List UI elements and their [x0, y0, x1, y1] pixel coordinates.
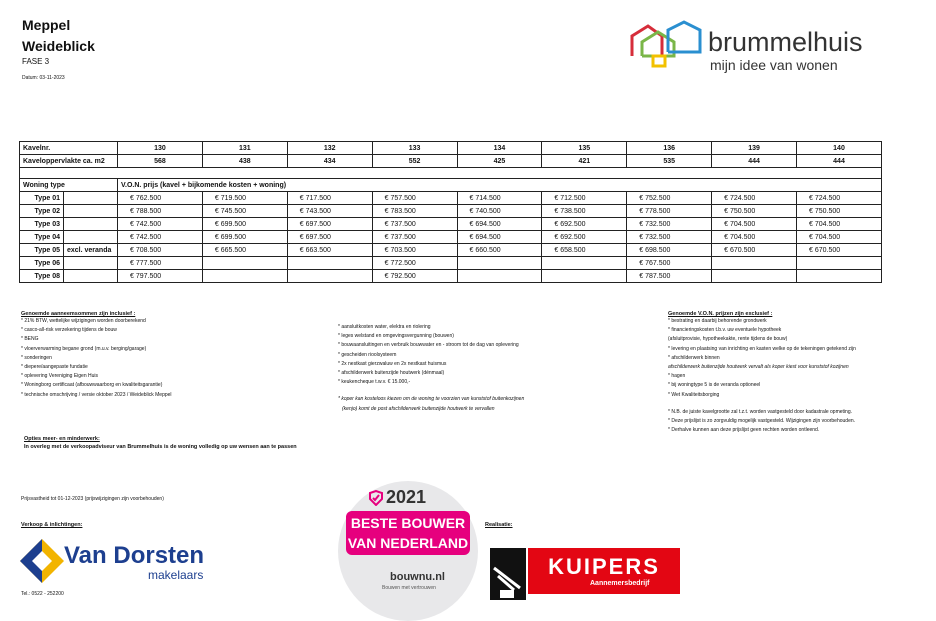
price-cell: € 704.500 [712, 231, 797, 244]
award-badge [338, 481, 478, 600]
woning-note-cell [64, 257, 118, 270]
price-cell [797, 257, 882, 270]
list-item: * bestrating en daarbij behorende grondwerk [668, 318, 767, 324]
price-cell [542, 270, 627, 283]
price-cell: € 738.500 [542, 205, 627, 218]
woning-type-cell: Type 01 [20, 192, 64, 205]
opties-text: In overleg met de verkoopadviseur van Brummelhuis is de woning volledig op uw wensen aan te passen [24, 444, 297, 450]
kavel-cell: 131 [202, 142, 287, 155]
price-cell [712, 270, 797, 283]
price-cell: € 670.500 [712, 244, 797, 257]
award-site: bouwnu.nl [390, 571, 445, 583]
price-cell: € 737.500 [372, 218, 457, 231]
price-row [20, 257, 882, 270]
middle-list [338, 323, 524, 387]
price-cell [287, 257, 372, 270]
price-cell: € 752.500 [627, 192, 712, 205]
list-item: * afschilderwerk buitenzijde houtwerk (dénmaal) [338, 370, 445, 377]
award-line1: BESTE BOUWER [350, 515, 466, 531]
woning-note-cell [64, 205, 118, 218]
price-cell: € 665.500 [202, 244, 287, 257]
list-item: * sonderingen [21, 354, 52, 361]
brummelhuis-tagline: mijn idee van wonen [710, 57, 838, 73]
woning-note-cell [64, 218, 118, 231]
list-item: * 2x nestkast gierzwaluw en 2x nestkast huismus [338, 360, 447, 367]
price-cell: € 742.500 [118, 231, 203, 244]
price-cell: € 660.500 [457, 244, 542, 257]
price-cell: € 732.500 [627, 231, 712, 244]
kuipers-logo [528, 548, 680, 594]
price-cell: € 719.500 [202, 192, 287, 205]
area-cell: 444 [712, 155, 797, 168]
price-cell: € 699.500 [202, 218, 287, 231]
price-cell: € 670.500 [797, 244, 882, 257]
price-cell: € 724.500 [797, 192, 882, 205]
list-item: * technische omschrijving / versie oktober 2023 / Weideblick Meppel [21, 391, 172, 398]
woning-note-cell [64, 270, 118, 283]
woning-type-cell: Type 06 [20, 257, 64, 270]
price-cell [457, 270, 542, 283]
price-cell: € 788.500 [118, 205, 203, 218]
price-row [20, 192, 882, 205]
price-cell: € 792.500 [372, 270, 457, 283]
phone-label: Tel.: 0522 - 252200 [21, 591, 64, 597]
list-item: * Wet Kwaliteitsborging [668, 391, 720, 398]
kavel-cell: 136 [627, 142, 712, 155]
exclusief-notes [668, 408, 856, 436]
price-cell: € 743.500 [287, 205, 372, 218]
list-item: * keukencheque t.w.v. € 15.000,- [338, 379, 411, 386]
price-cell: € 703.500 [372, 244, 457, 257]
price-cell: € 697.500 [287, 231, 372, 244]
price-cell [202, 270, 287, 283]
woning-type-cell: Type 05 [20, 244, 64, 257]
list-item: * Woningborg certificaat (afbouwwaarborg en kwaliteitsgarantie) [21, 382, 163, 389]
von-label: V.O.N. prijs (kavel + bijkomende kosten + woning) [118, 179, 882, 192]
brummelhuis-house-icon [628, 20, 706, 72]
price-cell: € 783.500 [372, 205, 457, 218]
price-cell: € 697.500 [287, 218, 372, 231]
price-cell: € 757.500 [372, 192, 457, 205]
date-label: Datum: 03-11-2023 [22, 75, 65, 81]
list-item: * BENG [21, 336, 39, 343]
list-item: * Derhalve kunnen aan deze prijslijst geen rechten worden ontleend. [668, 427, 820, 434]
kavel-cell: 135 [542, 142, 627, 155]
price-cell: € 712.500 [542, 192, 627, 205]
award-check-icon [368, 490, 384, 506]
middle-note: (kenjo) komt de post afschilderwerk buitenzijde houtwerk te vervallen [342, 405, 495, 412]
woning-type-cell: Type 03 [20, 218, 64, 231]
inclusief-title: Genoemde aanneemsommen zijn inclusief : [21, 311, 136, 317]
phase-label: FASE 3 [22, 57, 50, 66]
price-cell: € 777.500 [118, 257, 203, 270]
price-cell: € 787.500 [627, 270, 712, 283]
price-cell [712, 257, 797, 270]
price-row [20, 270, 882, 283]
price-cell: € 750.500 [712, 205, 797, 218]
list-item: * aansluitkosten water, elektra en riolering [338, 324, 431, 330]
exclusief-list [668, 317, 856, 400]
award-tag: Bouwen met vertrouwen [382, 585, 436, 591]
woning-type-cell: Type 04 [20, 231, 64, 244]
list-item: * oplevering Vereniging Eigen Huis [21, 373, 98, 380]
validity-text: Prijsvastheid tot 01-12-2023 (prijswijzigingen zijn voorbehouden) [21, 496, 164, 502]
kuipers-crane-icon [490, 548, 526, 600]
area-row [20, 155, 882, 168]
price-cell [287, 270, 372, 283]
spacer-row [20, 168, 882, 179]
price-cell: € 797.500 [118, 270, 203, 283]
opties-block [24, 436, 297, 450]
kuipers-name: KUIPERS [548, 554, 660, 579]
price-cell: € 732.500 [627, 218, 712, 231]
price-cell: € 745.500 [202, 205, 287, 218]
price-cell: € 772.500 [372, 257, 457, 270]
price-cell [542, 257, 627, 270]
price-cell: € 762.500 [118, 192, 203, 205]
vandorsten-logo [18, 535, 208, 587]
kavel-label: Kavelnr. [20, 142, 118, 155]
price-cell: € 740.500 [457, 205, 542, 218]
area-cell: 425 [457, 155, 542, 168]
list-item: * gescheiden rioolsysteem [338, 351, 397, 358]
price-cell: € 778.500 [627, 205, 712, 218]
list-item: * Deze prijslijst is zo zorgvuldig mogelijk vastgesteld. Wijzigingen zijn voorbehouden. [668, 418, 856, 425]
exclusief-block [668, 311, 856, 435]
list-item: * N.B. de juiste kavelgrootte zal t.z.t. worden vastgesteld door kadastrale opmeting. [668, 408, 852, 415]
area-cell: 552 [372, 155, 457, 168]
inclusief-block [21, 311, 172, 400]
list-item: * vloerverwarming begane grond (m.u.v. berging/garage) [21, 345, 147, 352]
list-item: * bouwaansluitingen en verbruik bouwwater en - stroom tot de dag van oplevering [338, 342, 519, 349]
area-label: Kaveloppervlakte ca. m2 [20, 155, 118, 168]
price-cell: € 750.500 [797, 205, 882, 218]
area-cell: 535 [627, 155, 712, 168]
price-row [20, 205, 882, 218]
award-year: 2021 [386, 487, 427, 507]
kavel-cell: 130 [118, 142, 203, 155]
kavel-cell: 133 [372, 142, 457, 155]
list-item: * diepere/aangepaste fundatie [21, 364, 88, 371]
woning-type-cell: Type 08 [20, 270, 64, 283]
project-title: Weideblick [22, 38, 95, 54]
area-cell: 444 [797, 155, 882, 168]
price-cell [457, 257, 542, 270]
price-row [20, 218, 882, 231]
price-rows [20, 192, 882, 283]
kuipers-sub: Aannemersbedrijf [590, 580, 650, 587]
vandorsten-diamond-icon [18, 537, 66, 585]
brummelhuis-logo [628, 20, 888, 76]
list-item: * financieringskosten t.b.v. uw eventuele hypotheek [668, 327, 782, 334]
woning-note-cell [64, 192, 118, 205]
price-cell: € 663.500 [287, 244, 372, 257]
area-cell: 438 [202, 155, 287, 168]
area-cell: 421 [542, 155, 627, 168]
woning-header-row [20, 179, 882, 192]
woning-note-cell [64, 231, 118, 244]
kavel-cell: 140 [797, 142, 882, 155]
vandorsten-name: Van Dorsten [64, 542, 205, 569]
middle-block [338, 323, 524, 414]
list-item: * bij woningtype 5 is de veranda optioneel [668, 382, 761, 389]
realisatie-label: Realisatie: [485, 522, 513, 528]
price-cell: € 694.500 [457, 231, 542, 244]
inclusief-list [21, 317, 172, 400]
exclusief-title: Genoemde V.O.N. prijzen zijn exclusief : [668, 311, 773, 317]
price-cell: € 692.500 [542, 218, 627, 231]
price-cell: € 724.500 [712, 192, 797, 205]
price-row [20, 244, 882, 257]
kavel-row [20, 142, 882, 155]
list-item: * afschilderwerk binnen [668, 354, 720, 361]
kavel-cell: 139 [712, 142, 797, 155]
woning-note-cell: excl. veranda [64, 244, 118, 257]
price-cell: € 699.500 [202, 231, 287, 244]
price-cell: € 658.500 [542, 244, 627, 257]
price-cell: € 692.500 [542, 231, 627, 244]
opties-title: Opties meer- en minderwerk: [24, 436, 100, 442]
woning-label: Woning type [20, 179, 118, 192]
price-cell: € 708.500 [118, 244, 203, 257]
price-cell: € 717.500 [287, 192, 372, 205]
list-item: * leges welstand en omgevingsvergunning (bouwen) [338, 333, 454, 340]
price-cell: € 767.500 [627, 257, 712, 270]
price-cell: € 704.500 [712, 218, 797, 231]
verkoop-label: Verkoop & inlichtingen: [21, 522, 83, 528]
list-item: (afsluitprovisie, hypotheekakte, rente tijdens de bouw) [668, 336, 788, 343]
brummelhuis-wordmark: brummelhuis [708, 27, 863, 57]
price-cell: € 704.500 [797, 218, 882, 231]
price-cell: € 704.500 [797, 231, 882, 244]
price-cell [202, 257, 287, 270]
price-cell: € 698.500 [627, 244, 712, 257]
city-title: Meppel [22, 17, 71, 33]
award-line2: VAN NEDERLAND [347, 535, 469, 551]
price-row [20, 231, 882, 244]
kavel-cell: 132 [287, 142, 372, 155]
woning-type-cell: Type 02 [20, 205, 64, 218]
kavel-cell: 134 [457, 142, 542, 155]
price-cell: € 714.500 [457, 192, 542, 205]
price-cell: € 737.500 [372, 231, 457, 244]
price-table [19, 141, 882, 283]
list-item: * casco-all-risk verzekering tijdens de bouw [21, 327, 117, 334]
list-item: * hagen [668, 373, 686, 380]
list-item: afschilderwerk buitenzijde houtwerk vervalt als koper kiest voor kunststof kozijnen [668, 364, 849, 371]
vandorsten-sub: makelaars [148, 568, 204, 582]
price-cell: € 742.500 [118, 218, 203, 231]
list-item: * 21% BTW, wettelijke wijzigingen worden doorberekend [21, 318, 146, 324]
area-cell: 568 [118, 155, 203, 168]
price-cell [797, 270, 882, 283]
area-cell: 434 [287, 155, 372, 168]
middle-note: * koper kan kosteloos kiezen om de woning te voorzien van kunststof buitenkozijnen [338, 396, 525, 403]
list-item: * levering en plaatsing van inrichting en kasten welke op de tekeningen getekend zijn [668, 345, 856, 352]
price-cell: € 694.500 [457, 218, 542, 231]
